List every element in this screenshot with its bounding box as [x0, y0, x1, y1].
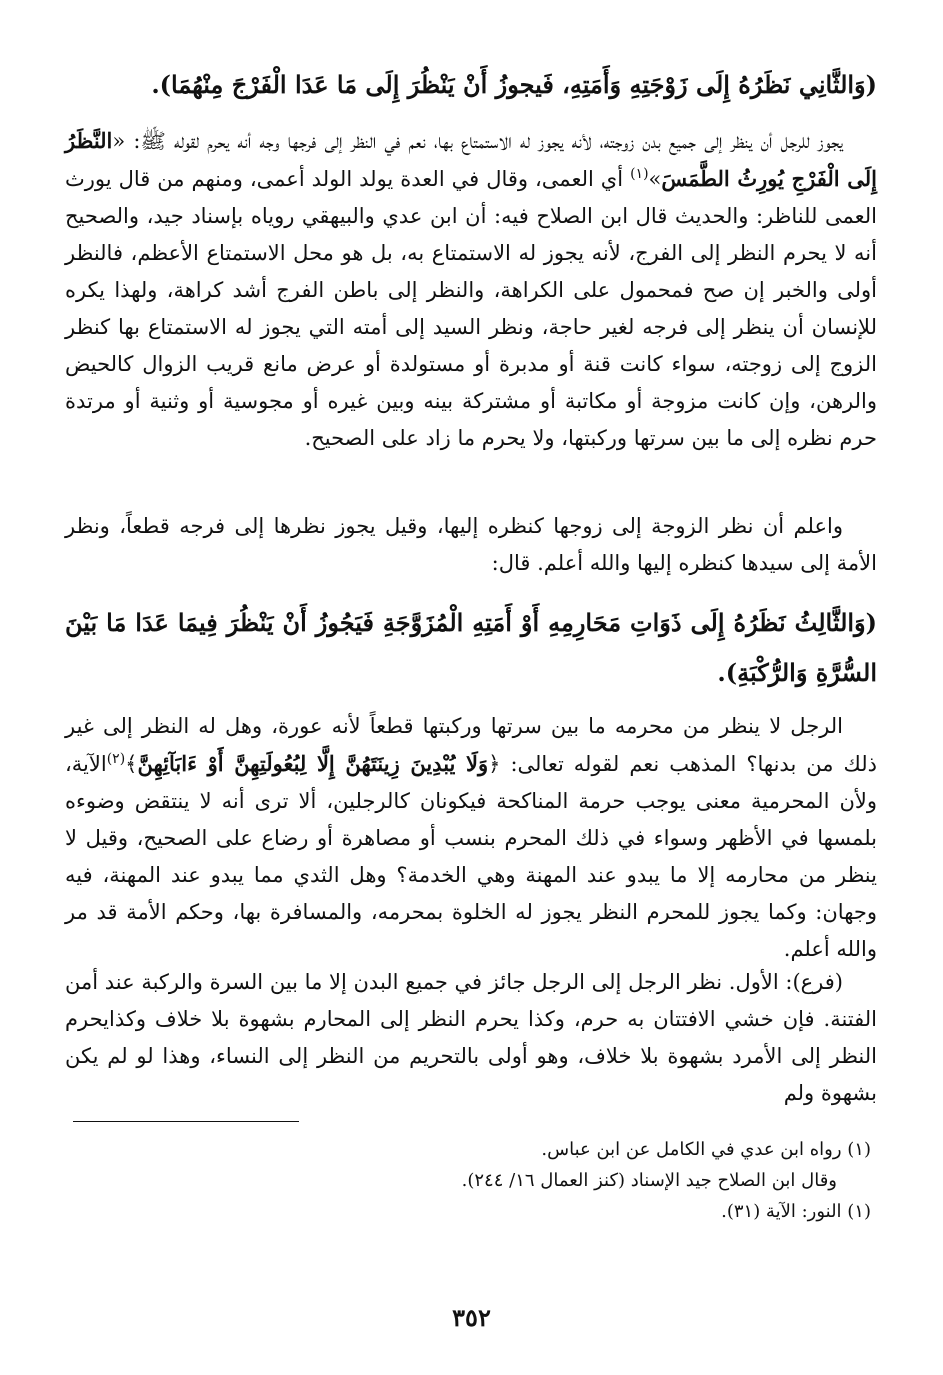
- text-segment: ﴾: [125, 752, 138, 776]
- page-number: ٣٥٢: [452, 1303, 491, 1332]
- text-segment: يجوز للرجل أن ينظر إلى جميع بدن زوجته، لأنه يجوز له الاستمتاع بها، نعم في النظر إلى فرجها وجه أنه يحرم لقوله ﷺ: «: [112, 129, 843, 153]
- hadith-quote: النَّظَرُ إِلَى الْفَرْجِ يُورِثُ الطَّمَسَ: [65, 128, 877, 191]
- matn-heading-third: (وَالثَّالِثُ نَظَرُهُ إِلَى ذَوَاتِ مَحَارِمِهِ أَوْ أَمَتِهِ الْمُزَوَّجَةِ فَيَجُوزُ أَنْ يَنْظُرَ فِيمَا عَدَا مَا بَيْنَ السُّرَّةِ وَالرُّكْبَةِ).: [65, 608, 877, 687]
- text-segment: أي العمى، وقال في العدة يولد الولد أعمى، ومنهم من قال يورث العمى للناظر: والحديث قال ابن الصلاح فيه: أن ابن عدي والبيهقي روياه بإسناد جيد، والصحيح أنه لا يحرم النظر إلى الفرج، لأنه يجوز له الاستمتاع به، بل هو محل الاستمتاع الأعظم، فالنظر أولى والخبر إن صح فمحمول على الكراهة، والنظر إلى باطن الفرج أشد كراهة، ولهذا يكره للإنسان أن ينظر إلى فرجه لغير حاجة، ونظر السيد إلى أمته التي يجوز له الاستمتاع بها كنظر الزوج إلى زوجته، سواء كانت قنة أو مدبرة أو مستولدة أو عرض مانع قريب الزوال كالحيض والرهن، وإن كانت مزوجة أو مكاتبة أو مشتركة بينه وبين غيره أو مجوسية أو وثنية أو مرتدة حرم نظره إلى ما بين سرتها وركبتها، ولا يحرم ما زاد على الصحيح.: [65, 167, 877, 450]
- footnote-divider: [73, 1121, 299, 1122]
- text-segment: »: [648, 167, 662, 191]
- text-segment: الرجل لا ينظر من محرمه ما بين سرتها وركبتها قطعاً لأنه عورة، وهل له النظر إلى غير ذلك من بدنها؟ المذهب نعم لقوله تعالى: ﴿: [65, 714, 877, 776]
- commentary-text: [65, 122, 877, 457]
- text-segment: الآية، ولأن المحرمية معنى يوجب حرمة المناكحة فيكونان كالرجلين، ألا ترى أنه لا ينتقض وضوءه بلمسها في الأظهر وسواء في ذلك المحرم بنسب أو مصاهرة أو رضاع على الصحيح، وقيل لا ينظر من محارمه إلا ما يبدو عند المهنة وهي الخدمة؟ وهل الثدي مما يبدو عند المهنة، فيه وجهان: وكما يجوز للمحرم النظر يجوز له الخلوة بمحرمه، والمسافرة بها، وحكم الأمة قد مر والله أعلم.: [65, 752, 877, 961]
- commentary-text: (فرع): الأول. نظر الرجل إلى الرجل جائز في جميع البدن إلا ما بين السرة والركبة عند أمن الفتنة. فإن خشي الافتتان به حرم، وكذا يحرم النظر إلى المحارم بشهوة بلا خلاف وكذايحرم النظر إلى الأمرد بشهوة بلا خلاف، وهو أولى بالتحريم من النظر إلى النساء، وهذا لو لم يكن بشهوة ولم: [65, 970, 877, 1105]
- footnote-1-continued: وقال ابن الصلاح جيد الإسناد (كنز العمال ١٦/ ٢٤٤).: [461, 1170, 837, 1191]
- footnotes: [91, 1134, 871, 1227]
- footnote-2: (١) النور: الآية (٣١).: [721, 1201, 871, 1222]
- commentary-text: [65, 708, 877, 968]
- quran-verse: وَلَا يُبْدِينَ زِينَتَهُنَّ إِلَّا لِبُعُولَتِهِنَّ أَوْ ءَابَآئِهِنَّ: [137, 751, 489, 776]
- commentary-paragraph-4: [65, 964, 877, 1112]
- commentary-text: واعلم أن نظر الزوجة إلى زوجها كنظره إليها، وقيل يجوز نظرها إلى فرجه قطعاً، ونظر الأمة إلى سيدها كنظره إليها والله أعلم. قال:: [65, 514, 877, 575]
- commentary-paragraph-2: [65, 508, 877, 582]
- footnote-1: (١) رواه ابن عدي في الكامل عن ابن عباس.: [541, 1139, 871, 1160]
- commentary-paragraph-1: [65, 122, 877, 457]
- commentary-paragraph-3: [65, 708, 877, 968]
- footnote-ref: (٢): [106, 751, 126, 767]
- footnote-ref: (١): [630, 166, 649, 182]
- matn-heading-second: (وَالثَّانِي نَظَرُهُ إِلَى زَوْجَتِهِ وَأَمَتِهِ، فَيجوزُ أَنْ يَنْظُرَ إِلَى مَا عَدَا الْفَرْجَ مِنْهُمَا).: [151, 70, 877, 99]
